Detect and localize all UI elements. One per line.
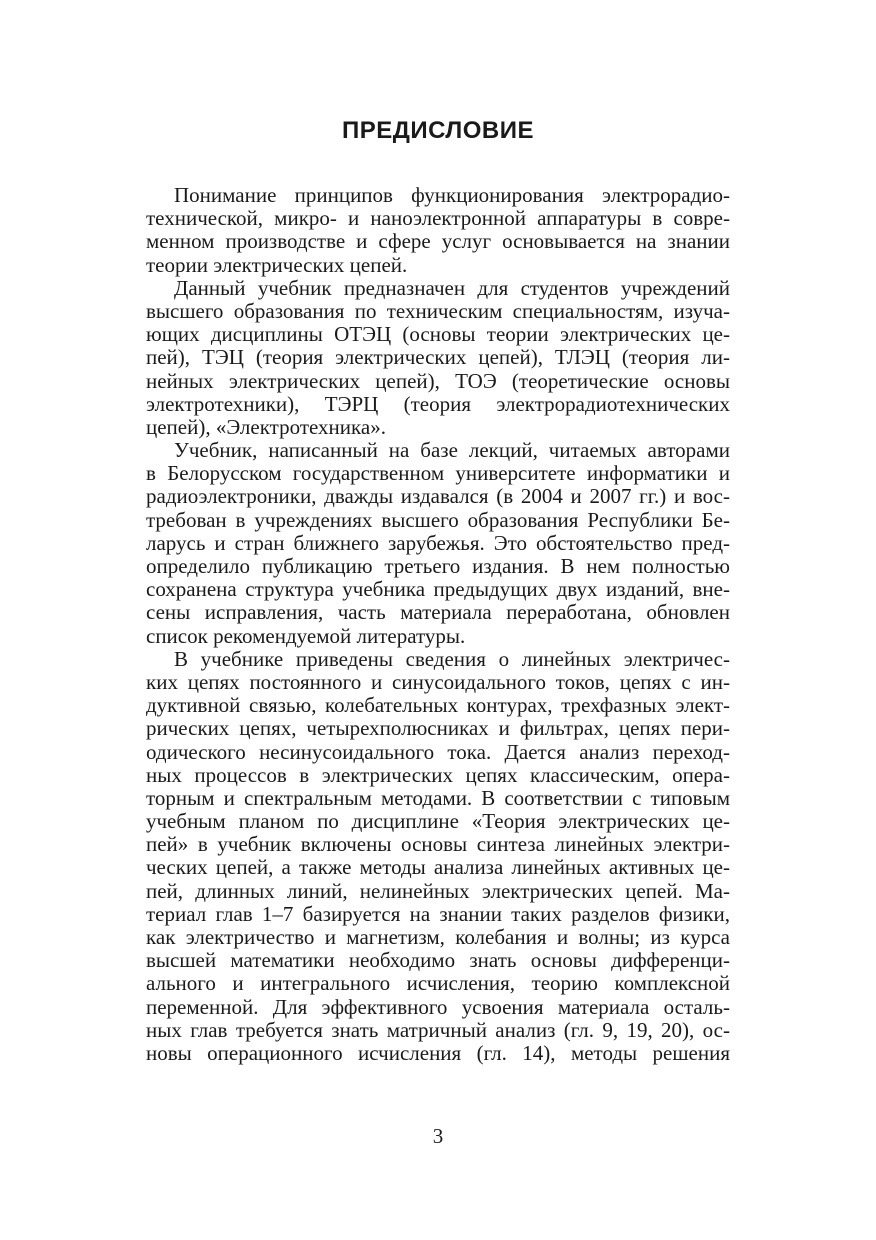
text-line: электротехники), ТЭРЦ (теория электрорадиотехнических xyxy=(146,391,730,416)
text-line: териал глав 1–7 базируется на знании таких разделов физики, xyxy=(146,901,730,926)
text-line: ных глав требуется знать матричный анализ (гл. 9, 19, 20), ос- xyxy=(146,1017,730,1042)
text-line: список рекомендуемой литературы. xyxy=(146,623,466,648)
text-line: дуктивной связью, колебательных контурах, трехфазных элект- xyxy=(146,693,730,718)
paragraph-2 xyxy=(146,277,730,439)
page-number: 3 xyxy=(432,1124,444,1148)
text-line: ких цепях постоянного и синусоидального токов, цепях с ин- xyxy=(146,669,730,694)
text-line: Учебник, написанный на базе лекций, читаемых авторами xyxy=(174,438,730,463)
text-line: технической, микро- и наноэлектронной аппаратуры в совре- xyxy=(146,206,730,231)
text-line: переменной. Для эффективного усвоения материала осталь- xyxy=(146,994,730,1019)
text-line: определило публикацию третьего издания. В нем полностью xyxy=(146,554,730,578)
preface-body xyxy=(146,184,730,1065)
text-line: цепей), «Электротехника». xyxy=(146,414,386,439)
text-line: одического несинусоидального тока. Дается анализ переход- xyxy=(146,739,730,764)
text-line: высшей математики необходимо знать основы дифференци- xyxy=(146,948,730,973)
text-line: сены исправления, часть материала переработана, обновлен xyxy=(146,600,730,625)
paragraph-4 xyxy=(146,648,730,1065)
text-line: пей, длинных линий, нелинейных электрических цепей. Ма- xyxy=(146,878,730,903)
text-line: менном производстве и сфере услуг основывается на знании xyxy=(146,229,730,254)
text-line: требован в учреждениях высшего образования Республики Бе- xyxy=(146,507,730,532)
text-line: В учебнике приведены сведения о линейных электричес- xyxy=(174,646,730,671)
text-line: ческих цепей, а также методы анализа линейных активных це- xyxy=(146,855,730,880)
text-line: Понимание принципов функционирования электрорадио- xyxy=(174,183,730,207)
text-line: нейных электрических цепей), ТОЭ (теоретические основы xyxy=(146,368,730,393)
text-line: Данный учебник предназначен для студентов учреждений xyxy=(174,275,730,300)
text-line: пей» в учебник включены основы синтеза линейных электри- xyxy=(146,832,730,857)
text-line: учебным планом по дисциплине «Теория электрических це- xyxy=(146,809,730,834)
text-line: как электричество и магнетизм, колебания и волны; из курса xyxy=(146,925,730,949)
text-line: торным и спектральным методами. В соответствии с типовым xyxy=(146,785,730,810)
text-line: теории электрических цепей. xyxy=(146,252,408,277)
text-line: ального и интегрального исчисления, теорию комплексной xyxy=(146,971,730,996)
page-title: ПРЕДИСЛОВИЕ xyxy=(342,117,534,144)
text-line: в Белорусском государственном университете информатики и xyxy=(146,461,730,486)
text-line: сохранена структура учебника предыдущих двух изданий, вне- xyxy=(146,577,730,602)
text-line: ларусь и стран ближнего зарубежья. Это обстоятельство пред- xyxy=(146,530,730,555)
paragraph-3 xyxy=(146,439,730,648)
text-line: пей), ТЭЦ (теория электрических цепей), ТЛЭЦ (теория ли- xyxy=(146,345,730,370)
text-line: рических цепях, четырехполюсниках и фильтрах, цепях пери- xyxy=(146,716,730,741)
text-line: высшего образования по техническим специальностям, изуча- xyxy=(146,298,730,323)
text-line: новы операционного исчисления (гл. 14), методы решения xyxy=(146,1040,730,1065)
paragraph-1 xyxy=(146,184,730,277)
text-line: ющих дисциплины ОТЭЦ (основы теории электрических це- xyxy=(146,322,730,347)
text-line: радиоэлектроники, дважды издавался (в 2004 и 2007 гг.) и вос- xyxy=(146,484,730,509)
text-line: ных процессов в электрических цепях классическим, опера- xyxy=(146,762,730,787)
